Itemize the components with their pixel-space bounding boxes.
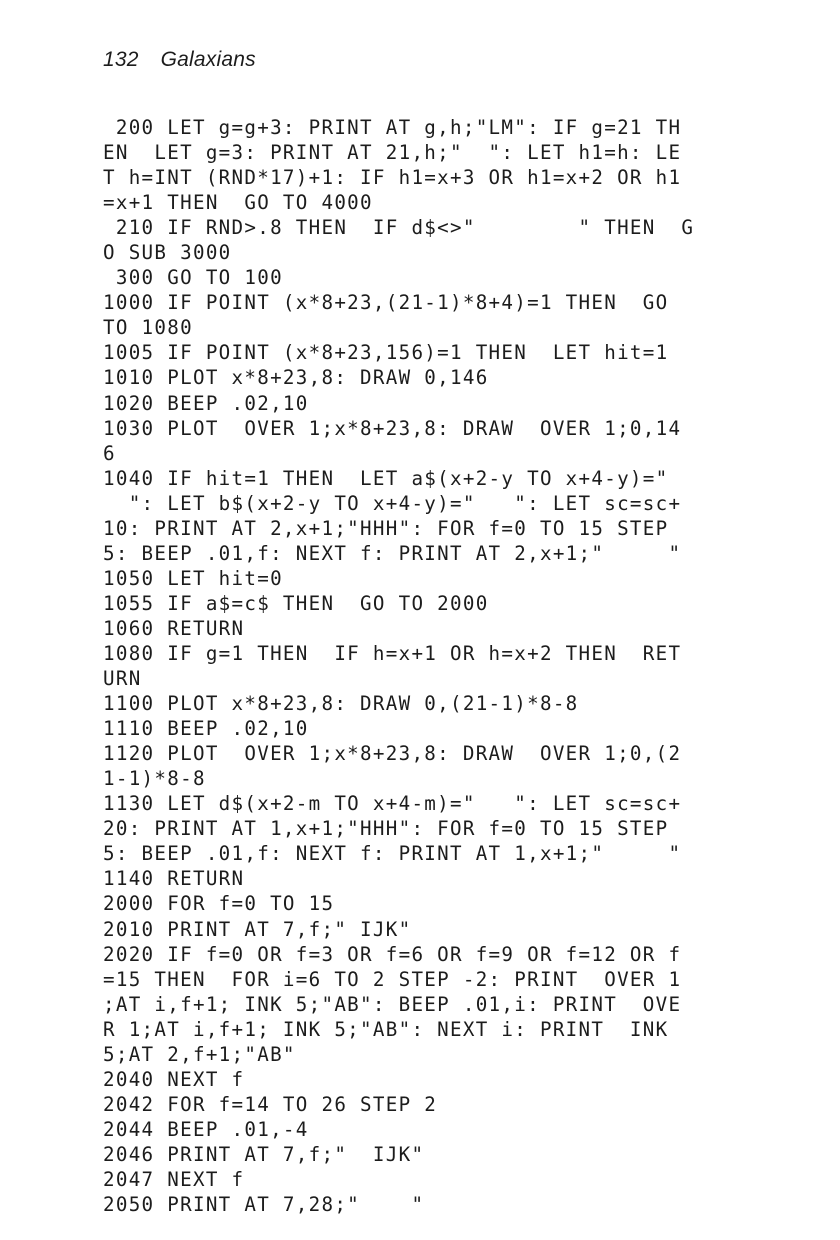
code-line: 2047 NEXT f bbox=[103, 1167, 245, 1191]
code-line: TO 1080 bbox=[103, 316, 193, 340]
chapter-title: Galaxians bbox=[160, 48, 256, 71]
code-line: 1010 PLOT x*8+23,8: DRAW 0,146 bbox=[103, 366, 489, 390]
code-line: 300 GO TO 100 bbox=[103, 266, 283, 290]
code-line: EN LET g=3: PRINT AT 21,h;" ": LET h1=h: LE bbox=[103, 141, 682, 165]
code-line: 2046 PRINT AT 7,f;" IJK" bbox=[103, 1142, 425, 1166]
code-line: 1080 IF g=1 THEN IF h=x+1 OR h=x+2 THEN RET bbox=[103, 641, 682, 665]
code-line: 2000 FOR f=0 TO 15 bbox=[103, 892, 335, 916]
code-line: 1120 PLOT OVER 1;x*8+23,8: DRAW OVER 1;0,(2 bbox=[103, 742, 682, 766]
code-line: 1100 PLOT x*8+23,8: DRAW 0,(21-1)*8-8 bbox=[103, 692, 579, 716]
code-line: 2042 FOR f=14 TO 26 STEP 2 bbox=[103, 1092, 438, 1116]
code-line: 5: BEEP .01,f: NEXT f: PRINT AT 2,x+1;" " bbox=[103, 541, 682, 565]
code-line: O SUB 3000 bbox=[103, 241, 232, 265]
code-line: 1030 PLOT OVER 1;x*8+23,8: DRAW OVER 1;0,14 bbox=[103, 416, 682, 440]
code-line: R 1;AT i,f+1; INK 5;"AB": NEXT i: PRINT INK bbox=[103, 1017, 669, 1041]
code-line: 20: PRINT AT 1,x+1;"HHH": FOR f=0 TO 15 STEP bbox=[103, 817, 669, 841]
code-line: T h=INT (RND*17)+1: IF h1=x+3 OR h1=x+2 OR h1 bbox=[103, 166, 682, 190]
code-line: 1110 BEEP .02,10 bbox=[103, 717, 309, 741]
code-line: 2044 BEEP .01,-4 bbox=[103, 1117, 309, 1141]
code-line: 2050 PRINT AT 7,28;" " bbox=[103, 1193, 425, 1217]
code-line: 1040 IF hit=1 THEN LET a$(x+2-y TO x+4-y)=" bbox=[103, 466, 669, 490]
code-line: 1005 IF POINT (x*8+23,156)=1 THEN LET hit=1 bbox=[103, 341, 669, 365]
code-line: ": LET b$(x+2-y TO x+4-y)=" ": LET sc=sc+ bbox=[103, 491, 682, 515]
code-line: 1020 BEEP .02,10 bbox=[103, 391, 309, 415]
code-line: 1055 IF a$=c$ THEN GO TO 2000 bbox=[103, 591, 489, 615]
code-line: 6 bbox=[103, 441, 116, 465]
code-line: 1-1)*8-8 bbox=[103, 767, 206, 791]
code-line: 2010 PRINT AT 7,f;" IJK" bbox=[103, 917, 412, 941]
code-line: 1140 RETURN bbox=[103, 867, 245, 891]
code-line: ;AT i,f+1; INK 5;"AB": BEEP .01,i: PRINT OVE bbox=[103, 992, 682, 1016]
code-line: 1000 IF POINT (x*8+23,(21-1)*8+4)=1 THEN GO bbox=[103, 291, 669, 315]
code-line: =x+1 THEN GO TO 4000 bbox=[103, 191, 373, 215]
page-header bbox=[103, 48, 256, 72]
code-line: 210 IF RND>.8 THEN IF d$<>" " THEN G bbox=[103, 216, 695, 240]
code-line: =15 THEN FOR i=6 TO 2 STEP -2: PRINT OVER 1 bbox=[103, 967, 682, 991]
basic-program-listing bbox=[103, 115, 743, 1217]
page-number: 132 bbox=[103, 48, 139, 71]
code-line: 5: BEEP .01,f: NEXT f: PRINT AT 1,x+1;" " bbox=[103, 842, 682, 866]
code-line: 1130 LET d$(x+2-m TO x+4-m)=" ": LET sc=sc+ bbox=[103, 792, 682, 816]
code-line: 2020 IF f=0 OR f=3 OR f=6 OR f=9 OR f=12 OR f bbox=[103, 942, 682, 966]
code-line: 200 LET g=g+3: PRINT AT g,h;"LM": IF g=21 TH bbox=[103, 116, 682, 139]
code-line: 2040 NEXT f bbox=[103, 1067, 245, 1091]
code-line: URN bbox=[103, 667, 142, 691]
code-line: 1060 RETURN bbox=[103, 616, 245, 640]
code-line: 1050 LET hit=0 bbox=[103, 566, 283, 590]
code-line: 5;AT 2,f+1;"AB" bbox=[103, 1042, 296, 1066]
code-line: 10: PRINT AT 2,x+1;"HHH": FOR f=0 TO 15 STEP bbox=[103, 516, 669, 540]
